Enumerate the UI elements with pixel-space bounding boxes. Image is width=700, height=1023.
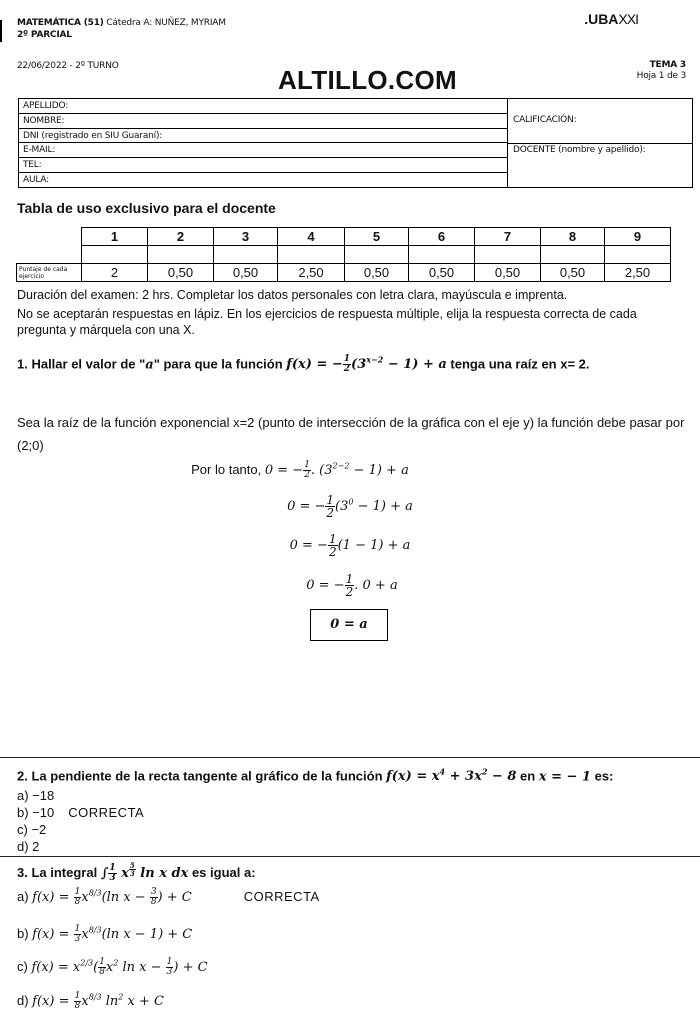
exam-name: 2º PARCIAL [17, 30, 72, 40]
q2-option-a[interactable]: a) −18 [17, 788, 55, 803]
score-value: 0,50 [541, 264, 605, 282]
solution-step-2: 0 = − $\frac{1}{2}$ (1 − 1) + a [289, 532, 411, 559]
score-cell[interactable] [475, 246, 541, 264]
score-values-row [17, 264, 671, 282]
q2-function-formula: $f(x) = x^4 + 3x^2 - 8$ [386, 767, 517, 785]
q2-option-b[interactable]: b) −10 CORRECTA [17, 805, 145, 820]
personal-fields [19, 99, 508, 187]
margin-mark [0, 20, 2, 42]
section-divider [0, 856, 700, 857]
q3-option-b[interactable]: b) f(x) = $\frac{1}{3}$ $x^{8/3}(\ln$ x − 1) + C [17, 924, 193, 944]
field-calificacion[interactable]: CALIFICACIÓN: [508, 99, 692, 144]
field-aula[interactable]: AULA: [23, 174, 49, 185]
question-1-explanation: Sea la raíz de la función exponencial x=2 (punto de intersección de la gráfica con el eje y) la función debe pasar por (2;0) [17, 415, 685, 453]
duration-text: Duración del examen: 2 hrs. Completar los datos personales con letra clara, mayúscula e imprenta. [17, 288, 568, 302]
correct-mark: CORRECTA [243, 889, 320, 904]
section-divider [0, 757, 700, 758]
field-nombre[interactable]: NOMBRE: [19, 114, 507, 129]
column-header: 9 [605, 228, 671, 246]
score-value: 0,50 [475, 264, 541, 282]
score-table [16, 227, 671, 282]
personal-data-box [18, 98, 693, 188]
column-header: 6 [409, 228, 475, 246]
course-name: MATEMÁTICA (51) [17, 18, 104, 28]
grading-fields [508, 99, 692, 187]
q3-option-d[interactable]: d) f(x) = $\frac{1}{8}$ $x^{8/3}$ $\ln^2 x + C$ [17, 991, 164, 1011]
score-header-row [17, 228, 671, 246]
solution-step-0: Por lo tanto, 0 = − $\frac{1}{2}$ . $(3^{2-2} - 1) + a$ [191, 460, 409, 480]
score-cell[interactable] [214, 246, 278, 264]
score-value: 0,50 [345, 264, 409, 282]
score-cell[interactable] [409, 246, 475, 264]
page-indicator: Hoja 1 de 3 [636, 71, 686, 81]
solution-step-1: 0 = − $\frac{1}{2}$ $(3^0 - 1) + a$ [287, 493, 413, 520]
solution-step-3: 0 = − $\frac{1}{2}$ . 0 + a [306, 572, 398, 599]
correct-mark: CORRECTA [68, 805, 145, 820]
field-tel[interactable]: TEL: [19, 158, 507, 173]
q1-function-formula: f(x) = − $\frac{1}{2}$ $(3^{x-2} - 1) + a$ [286, 354, 447, 375]
score-cell[interactable] [541, 246, 605, 264]
row-label: Puntaje de cada ejercicio [17, 264, 82, 282]
table-corner [17, 228, 82, 246]
column-header: 5 [345, 228, 409, 246]
solution-final-answer: 0 = a [310, 609, 388, 641]
field-dni[interactable]: DNI (registrado en SIU Guaraní): [19, 129, 507, 144]
score-cell[interactable] [605, 246, 671, 264]
q2-option-d[interactable]: d) 2 [17, 839, 40, 854]
question-3-prompt: 3. La integral ∫ $\frac{1}{3}$ x $^{\frac{5}{3}}$ ln x dx es igual a: [17, 861, 256, 883]
column-header: 7 [475, 228, 541, 246]
score-value: 0,50 [409, 264, 475, 282]
field-apellido[interactable]: APELLIDO: [19, 99, 507, 114]
exam-date: 22/06/2022 - 2º TURNO [17, 61, 119, 71]
field-docente[interactable]: DOCENTE (nombre y apellido): [513, 145, 646, 155]
column-header: 2 [148, 228, 214, 246]
course-chair: Cátedra A: NUÑEZ, MYRIAM [103, 18, 226, 28]
q3-integral-formula: ∫ $\frac{1}{3}$ x $^{\frac{5}{3}}$ ln x dx [100, 861, 189, 883]
field-email[interactable]: E-MAIL: [19, 143, 507, 158]
brand-watermark: ALTILLO.COM [277, 65, 457, 95]
score-value: 0,50 [214, 264, 278, 282]
score-cell[interactable] [148, 246, 214, 264]
score-value: 0,50 [148, 264, 214, 282]
q2-point: x = − 1 [538, 769, 591, 785]
score-cell[interactable] [278, 246, 345, 264]
score-table-title: Tabla de uso exclusivo para el docente [17, 200, 276, 216]
course-header [17, 17, 226, 41]
score-cell[interactable] [345, 246, 409, 264]
rules-text: No se aceptarán respuestas en lápiz. En los ejercicios de respuesta múltiple, elija la respuesta correcta de cada pregunta y márquela con una X. [17, 307, 637, 337]
tema-label: TEMA 3 [649, 60, 686, 70]
column-header: 3 [214, 228, 278, 246]
question-1-prompt: 1. Hallar el valor de "a" para que la función f(x) = − $\frac{1}{2}$ $(3^{x-2} - 1) + a$ tenga una raíz en x= 2. [17, 354, 590, 375]
question-2-prompt: 2. La pendiente de la recta tangente al gráfico de la función $f(x) = x^4 + 3x^2 - 8$ en x = − 1 es: [17, 767, 614, 785]
column-header: 4 [278, 228, 345, 246]
q3-option-a[interactable]: a) f(x) = $\frac{1}{8}$ $x^{8/3}(\ln$ x − $\frac{3}{8}$ ) + C CORRECTA [17, 887, 320, 907]
column-header: 8 [541, 228, 605, 246]
score-value: 2,50 [278, 264, 345, 282]
q2-option-c[interactable]: c) −2 [17, 822, 47, 837]
column-header: 1 [82, 228, 148, 246]
score-value: 2,50 [605, 264, 671, 282]
score-cell[interactable] [82, 246, 148, 264]
score-value: 2 [82, 264, 148, 282]
q3-option-c[interactable]: c) $f(x) = x^{2/3}$( $\frac{1}{8}$ $x^2$ ln x − $\frac{1}{3}$ ) + C [17, 957, 208, 977]
uba-logo: .UBAXXI [584, 11, 638, 27]
score-blank-row [17, 246, 671, 264]
